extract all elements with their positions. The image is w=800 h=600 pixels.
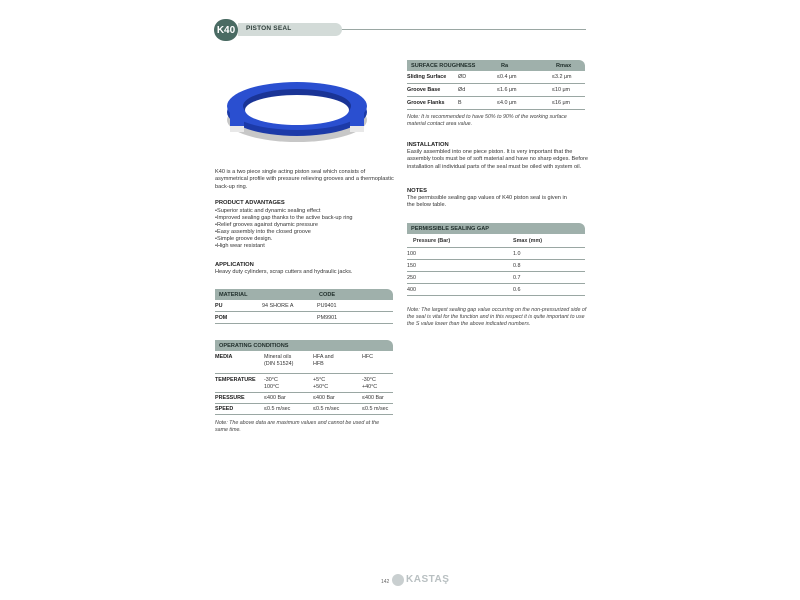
table-row: Groove Base Ød ≤1.6 μm ≤10 μm bbox=[407, 84, 585, 97]
table-header: PERMISSIBLE SEALING GAP bbox=[407, 223, 585, 234]
operating-note: Note: The above data are maximum values and cannot be used at the same time. bbox=[215, 420, 380, 433]
notes-text: The permissible sealing gap values of K40 piston seal is given in the below table. bbox=[407, 195, 567, 209]
list-item: • High wear resistant bbox=[215, 243, 395, 250]
notes-heading: NOTES bbox=[407, 188, 427, 194]
table-row: MEDIA Mineral oils (DIN 51524) HFA and HFB HFC bbox=[215, 351, 393, 374]
table-row: POM PM9901 bbox=[215, 312, 393, 324]
brand-logo-icon bbox=[392, 574, 404, 586]
title-divider bbox=[342, 29, 586, 30]
intro-text: K40 is a two piece single acting piston seal which consists of asymmetrical profile with pressure relieving grooves and a thermoplastic back-up ring. bbox=[215, 169, 394, 190]
table-row: 100 1.0 bbox=[407, 248, 585, 260]
list-item: • Simple groove design. bbox=[215, 236, 395, 243]
table-row: 250 0.7 bbox=[407, 272, 585, 284]
table-row: Pressure (Bar) Smax (mm) bbox=[407, 234, 585, 248]
piston-seal-image bbox=[222, 68, 372, 148]
table-row: Groove Flanks B ≤4.0 μm ≤16 μm bbox=[407, 97, 585, 110]
advantages-list bbox=[215, 208, 395, 250]
table-row: Sliding Surface ØD ≤0.4 μm ≤3.2 μm bbox=[407, 71, 585, 84]
gap-note: Note: The largest sealing gap value occurring on the non-pressurized side of the seal is vital for the function and in this respect it is quite important to use the S value lower than the above indicated numbers. bbox=[407, 307, 587, 327]
table-row: PRESSURE ≤400 Bar ≤400 Bar ≤400 Bar bbox=[215, 393, 393, 404]
table-header: MATERIAL CODE bbox=[215, 289, 393, 300]
list-item: • Relief grooves against dynamic pressure bbox=[215, 222, 395, 229]
list-item: • Easy assembly into the closed groove bbox=[215, 229, 395, 236]
table-header: SURFACE ROUGHNESS Ra Rmax bbox=[407, 60, 585, 71]
section-badge: K40 bbox=[214, 19, 238, 41]
roughness-note: Note: It is recommended to have 50% to 90% of the working surface material contact area value. bbox=[407, 114, 567, 127]
installation-text: Easily assembled into one piece piston. It is very important that the assembly tools must be of soft material and have no sharp edges. Before installation all individual parts of the seal must be oiled with system oil. bbox=[407, 149, 588, 170]
table-row: PU 94 SHORE A PU9401 bbox=[215, 300, 393, 312]
application-heading: APPLICATION bbox=[215, 262, 254, 268]
surface-roughness-table bbox=[407, 60, 585, 110]
table-row: SPEED ≤0.5 m/sec ≤0.5 m/sec ≤0.5 m/sec bbox=[215, 404, 393, 415]
table-row: TEMPERATURE -30°C 100°C +5°C +50°C -30°C +40°C bbox=[215, 374, 393, 393]
application-text: Heavy duty cylinders, scrap cutters and hydraulic jacks. bbox=[215, 269, 353, 275]
installation-heading: INSTALLATION bbox=[407, 142, 449, 148]
page-title: PISTON SEAL bbox=[246, 25, 292, 32]
advantages-heading: PRODUCT ADVANTAGES bbox=[215, 200, 285, 206]
list-item: • Improved sealing gap thanks to the active back-up ring bbox=[215, 215, 395, 222]
sealing-gap-table bbox=[407, 223, 585, 296]
material-table bbox=[215, 289, 393, 324]
table-header: OPERATING CONDITIONS bbox=[215, 340, 393, 351]
list-item: • Superior static and dynamic sealing effect bbox=[215, 208, 395, 215]
page-number: 142 bbox=[381, 579, 390, 585]
operating-conditions-table bbox=[215, 340, 393, 415]
table-row: 400 0.6 bbox=[407, 284, 585, 296]
table-row: 150 0.8 bbox=[407, 260, 585, 272]
brand-logo-text: KASTAŞ bbox=[406, 574, 450, 585]
